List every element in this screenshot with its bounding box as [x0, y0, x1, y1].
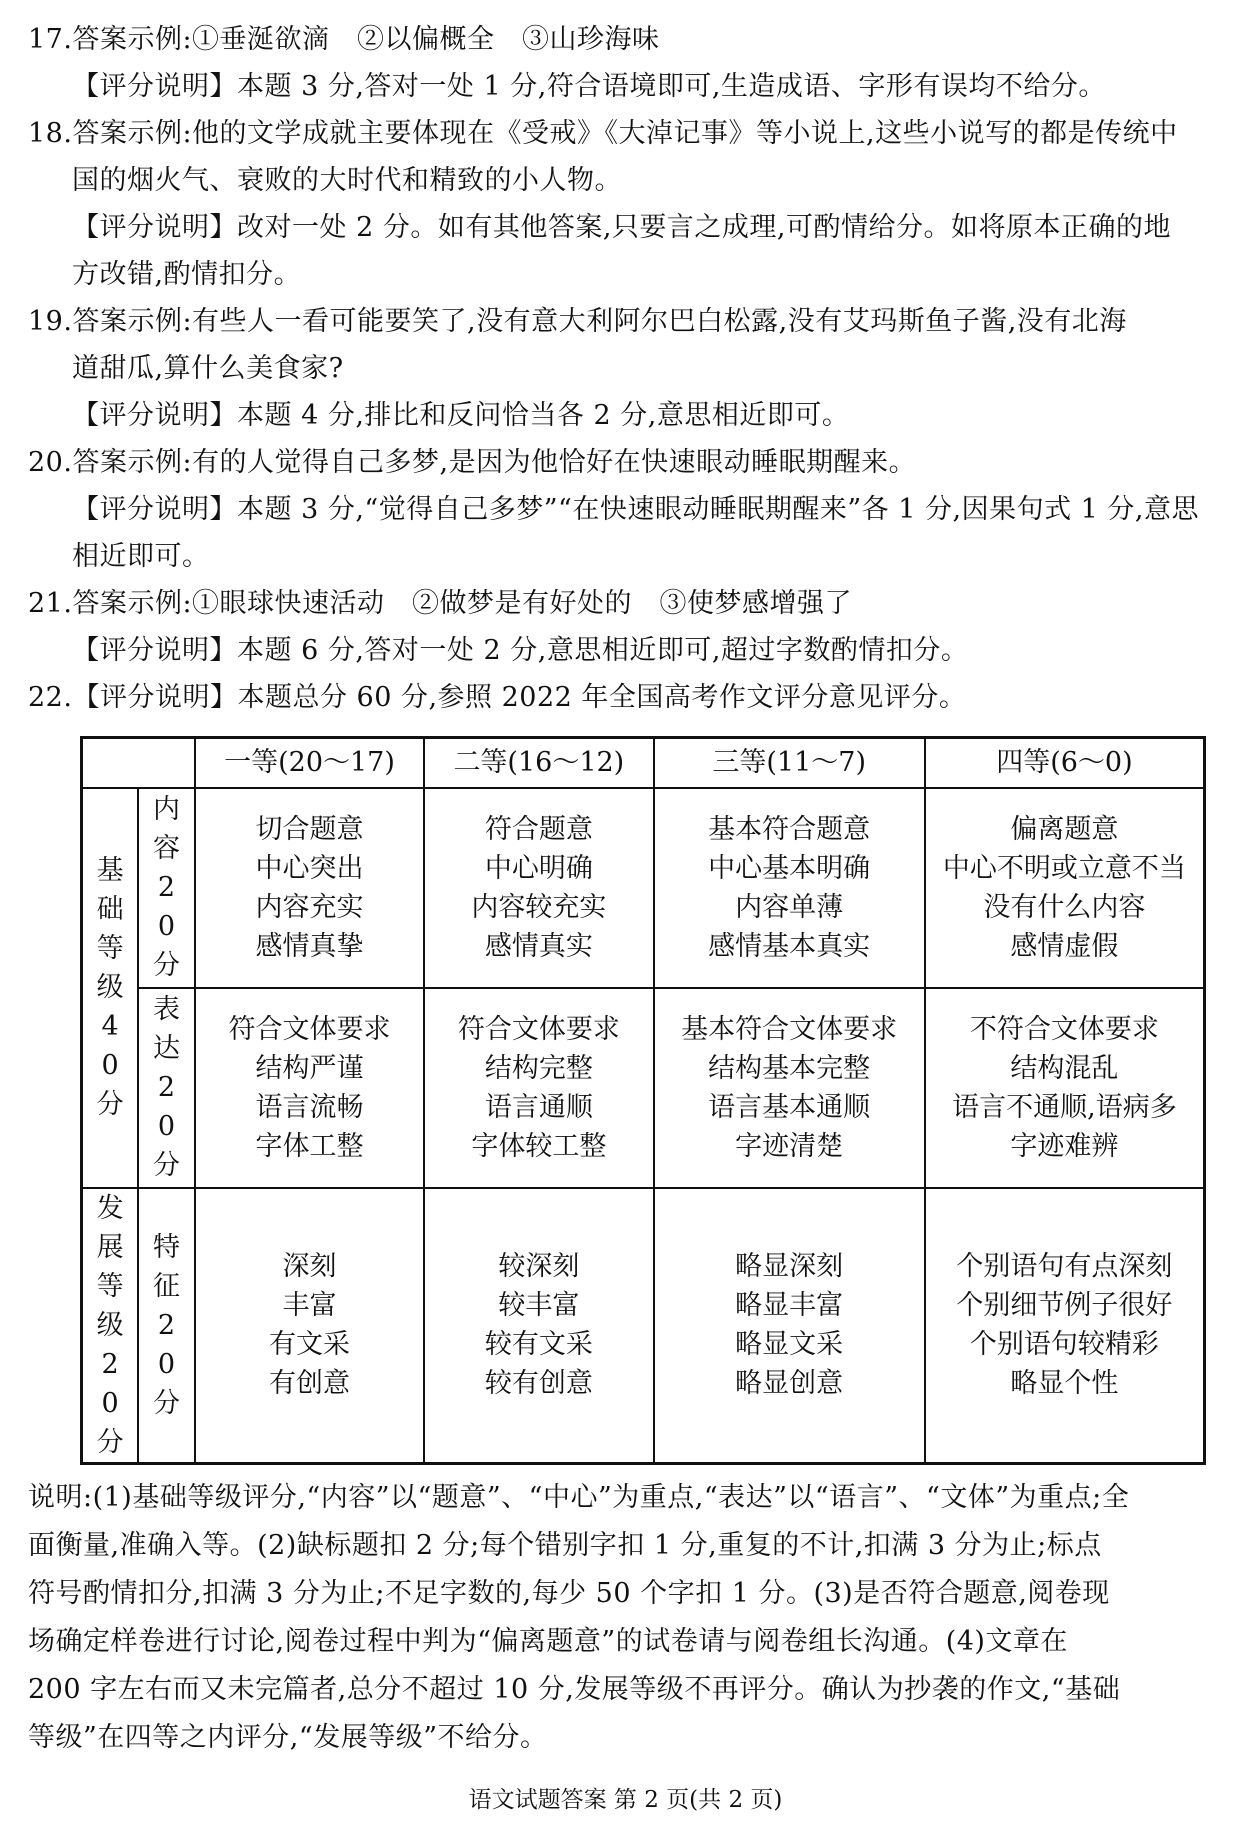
- table-cell-line: 语言基本通顺: [708, 1091, 871, 1123]
- table-cell-line: 感情真挚: [255, 930, 364, 962]
- row-label-expression: [138, 988, 195, 1188]
- table-cell-line: 语言流畅: [255, 1091, 364, 1123]
- row-label-feature: [138, 1188, 195, 1464]
- table-cell-line: 感情虚假: [1010, 930, 1119, 962]
- table-cell-line: 感情真实: [484, 930, 593, 962]
- row-label-feature-text: 特征20分: [153, 1231, 180, 1419]
- feature-grade-1-cell: [195, 1188, 424, 1464]
- table-row-expression: [82, 988, 1205, 1188]
- table-cell-line: 符合文体要求: [228, 1013, 391, 1045]
- grading-note-19: 【评分说明】本题 4 分,排比和反问恰当各 2 分,意思相近即可。: [72, 400, 850, 431]
- table-cell-line: 不符合文体要求: [969, 1013, 1159, 1045]
- table-cell-line: 感情基本真实: [708, 930, 871, 962]
- content-grade-3-cell: [654, 788, 925, 988]
- answer-22: 22.【评分说明】本题总分 60 分,参照 2022 年全国高考作文评分意见评分。: [28, 682, 967, 713]
- table-cell-line: 有创意: [269, 1368, 350, 1399]
- answer-17: 17.答案示例:①垂涎欲滴 ②以偏概全 ③山珍海味: [28, 24, 660, 55]
- table-cell-line: 内容充实: [255, 891, 364, 923]
- table-row-content: [82, 788, 1205, 988]
- table-cell-line: 基本符合文体要求: [681, 1013, 898, 1045]
- row-label-expression-text: 表达20分: [153, 994, 180, 1181]
- table-cell-line: 结构基本完整: [708, 1052, 871, 1084]
- notes-line-4: 场确定样卷进行讨论,阅卷过程中判为“偏离题意”的试卷请与阅卷组长沟通。(4)文章在: [28, 1626, 1068, 1657]
- table-cell-line: 略显个性: [1010, 1368, 1119, 1399]
- feature-grade-2-cell: [424, 1188, 653, 1464]
- notes-line-5: 200 字左右而又未完篇者,总分不超过 10 分,发展等级不再评分。确认为抄袭的作文,“基础: [28, 1674, 1121, 1705]
- table-cell-line: 个别语句有点深刻: [956, 1251, 1173, 1282]
- answer-18-line-2: 国的烟火气、衰败的大时代和精致的小人物。: [72, 165, 622, 196]
- feature-grade-4-cell: [925, 1188, 1205, 1464]
- notes-line-1: 说明:(1)基础等级评分,“内容”以“题意”、“中心”为重点,“表达”以“语言”、“文体”为重点;全: [28, 1482, 1130, 1513]
- answer-21: 21.答案示例:①眼球快速活动 ②做梦是有好处的 ③使梦感增强了: [28, 588, 853, 619]
- table-cell-line: 深刻: [282, 1251, 337, 1282]
- group-basic-label: 基础等级40分: [96, 855, 124, 1120]
- table-cell-line: 有文采: [269, 1329, 350, 1360]
- table-cell-line: 结构混乱: [1010, 1052, 1119, 1084]
- table-cell-line: 没有什么内容: [983, 891, 1146, 923]
- grading-note-20-line-1: 【评分说明】本题 3 分,“觉得自己多梦”“在快速眼动睡眠期醒来”各 1 分,因果句式 1 分,意思: [72, 494, 1199, 525]
- grading-note-20-line-2: 相近即可。: [72, 541, 210, 572]
- table-cell-line: 切合题意: [255, 813, 364, 845]
- table-cell-line: 语言不通顺,语病多: [952, 1091, 1177, 1123]
- expression-grade-1-cell: [195, 988, 424, 1188]
- table-cell-line: 个别细节例子很好: [956, 1290, 1173, 1321]
- group-basic-level: [82, 788, 139, 1188]
- header-grade-4: 四等(6～0): [925, 738, 1205, 788]
- feature-grade-3-cell: [654, 1188, 925, 1464]
- content-grade-4-cell: [925, 788, 1205, 988]
- table-cell-line: 内容单薄: [735, 891, 844, 923]
- table-cell-line: 中心突出: [255, 852, 364, 884]
- group-develop-label: 发展等级20分: [96, 1192, 124, 1458]
- table-cell-line: 较有创意: [484, 1368, 593, 1399]
- content-grade-1-cell: [195, 788, 424, 988]
- table-cell-line: 语言通顺: [484, 1091, 593, 1123]
- table-cell-line: 结构完整: [484, 1052, 593, 1084]
- table-cell-line: 字迹难辨: [1010, 1130, 1119, 1162]
- table-row-feature: [82, 1188, 1205, 1464]
- answer-18-line-1: 18.答案示例:他的文学成就主要体现在《受戒》《大淖记事》等小说上,这些小说写的都是传统中: [28, 118, 1178, 149]
- table-cell-line: 字迹清楚: [735, 1130, 844, 1162]
- expression-grade-2-cell: [424, 988, 653, 1188]
- expression-grade-4-cell: [925, 988, 1205, 1188]
- table-cell-line: 个别语句较精彩: [969, 1329, 1159, 1360]
- table-cell-line: 丰富: [282, 1290, 337, 1321]
- table-cell-line: 较丰富: [498, 1290, 580, 1321]
- table-header-row: [82, 738, 1205, 788]
- table-cell-line: 中心基本明确: [708, 852, 871, 884]
- table-cell-line: 较深刻: [498, 1251, 580, 1282]
- table-cell-line: 略显丰富: [735, 1290, 844, 1321]
- table-cell-line: 基本符合题意: [708, 813, 871, 845]
- table-cell-line: 较有文采: [484, 1329, 593, 1360]
- essay-grading-table: [80, 736, 1206, 1465]
- table-cell-line: 符合题意: [484, 813, 593, 845]
- header-grade-2: 二等(16～12): [424, 738, 653, 788]
- answer-19-line-2: 道甜瓜,算什么美食家?: [72, 353, 344, 384]
- header-grade-3: 三等(11～7): [654, 738, 925, 788]
- table-cell-line: 略显文采: [735, 1329, 844, 1360]
- group-develop-level: [82, 1188, 139, 1464]
- table-cell-line: 略显深刻: [735, 1251, 844, 1282]
- grading-note-17: 【评分说明】本题 3 分,答对一处 1 分,符合语境即可,生造成语、字形有误均不给分。: [72, 71, 1106, 102]
- answer-20: 20.答案示例:有的人觉得自己多梦,是因为他恰好在快速眼动睡眠期醒来。: [28, 447, 917, 478]
- table-cell-line: 偏离题意: [1010, 813, 1119, 845]
- header-grade-1: 一等(20～17): [195, 738, 424, 788]
- answer-19-line-1: 19.答案示例:有些人一看可能要笑了,没有意大利阿尔巴白松露,没有艾玛斯鱼子酱,没有北海: [28, 306, 1127, 337]
- table-cell-line: 符合文体要求: [457, 1013, 620, 1045]
- table-cell-line: 字体工整: [255, 1130, 364, 1162]
- grading-note-21: 【评分说明】本题 6 分,答对一处 2 分,意思相近即可,超过字数酌情扣分。: [72, 635, 969, 666]
- grading-note-18-line-2: 方改错,酌情扣分。: [72, 259, 302, 290]
- grading-note-18-line-1: 【评分说明】改对一处 2 分。如有其他答案,只要言之成理,可酌情给分。如将原本正确的地: [72, 212, 1172, 243]
- table-cell-line: 中心不明或立意不当: [942, 852, 1186, 884]
- content-grade-2-cell: [424, 788, 653, 988]
- table-cell-line: 结构严谨: [255, 1052, 364, 1084]
- row-label-content-text: 内容20分: [153, 794, 180, 981]
- table-corner-cell: [82, 738, 195, 788]
- table-cell-line: 中心明确: [484, 852, 593, 884]
- page-footer: 语文试题答案 第 2 页(共 2 页): [468, 1787, 783, 1813]
- notes-line-6: 等级”在四等之内评分,“发展等级”不给分。: [28, 1722, 548, 1753]
- notes-line-2: 面衡量,准确入等。(2)缺标题扣 2 分;每个错别字扣 1 分,重复的不计,扣满 3 分为止;标点: [28, 1530, 1102, 1561]
- table-cell-line: 内容较充实: [471, 891, 607, 923]
- notes-line-3: 符号酌情扣分,扣满 3 分为止;不足字数的,每少 50 个字扣 1 分。(3)是否符合题意,阅卷现: [28, 1578, 1110, 1609]
- table-cell-line: 略显创意: [735, 1368, 844, 1399]
- table-cell-line: 字体较工整: [471, 1130, 607, 1162]
- row-label-content: [138, 788, 195, 988]
- expression-grade-3-cell: [654, 988, 925, 1188]
